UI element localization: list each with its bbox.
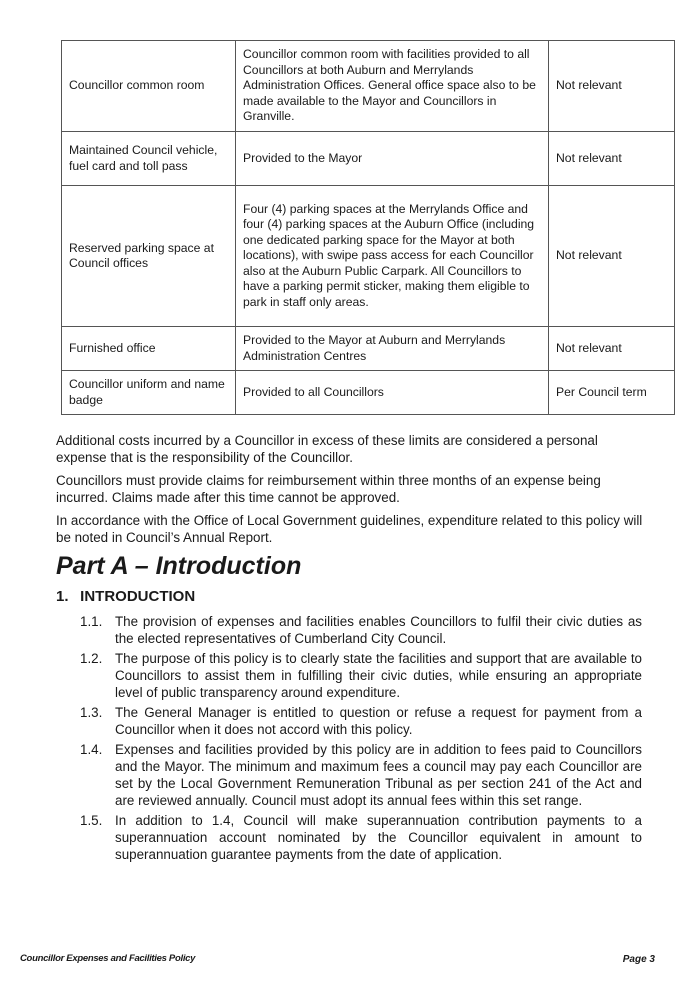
list-item-text: In addition to 1.4, Council will make superannuation contribution payments to a superannuation account nominated by the Councillor equivalent in amount to superannuation guarantee payments from the date of application. bbox=[115, 813, 642, 862]
limit-cell: Not relevant bbox=[549, 327, 675, 371]
description-cell: Councillor common room with facilities provided to all Councillors at both Auburn and Merrylands Administration Offices. General office space also to be made available to the Mayor and Councillors in Granville. bbox=[236, 41, 549, 132]
footer-title: Councillor Expenses and Facilities Policy bbox=[20, 953, 196, 964]
list-item bbox=[80, 613, 642, 647]
table-row bbox=[62, 327, 675, 371]
limit-cell: Per Council term bbox=[549, 371, 675, 415]
page-number: Page 3 bbox=[622, 954, 655, 965]
list-item-number: 1.5. bbox=[80, 813, 103, 828]
list-item-text: The provision of expenses and facilities enables Councillors to fulfil their civic duties as the elected representatives of Cumberland City Council. bbox=[115, 614, 642, 646]
facilities-table bbox=[61, 40, 675, 415]
paragraph: Additional costs incurred by a Councillor in excess of these limits are considered a personal expense that is the responsibility of the Councillor. bbox=[56, 433, 598, 465]
table-row bbox=[62, 41, 675, 132]
limit-cell: Not relevant bbox=[549, 132, 675, 186]
list-item-number: 1.2. bbox=[80, 651, 103, 666]
description-cell: Provided to the Mayor bbox=[236, 132, 549, 186]
part-heading: Part A – Introduction bbox=[56, 552, 302, 580]
description-cell: Provided to the Mayor at Auburn and Merrylands Administration Centres bbox=[236, 327, 549, 371]
section-heading bbox=[56, 587, 195, 607]
facility-cell: Councillor common room bbox=[62, 41, 236, 132]
table-row bbox=[62, 371, 675, 415]
facility-cell: Furnished office bbox=[62, 327, 236, 371]
facility-cell: Maintained Council vehicle, fuel card and toll pass bbox=[62, 132, 236, 186]
paragraph: Councillors must provide claims for reimbursement within three months of an expense being incurred. Claims made after this time cannot be approved. bbox=[56, 473, 601, 505]
list-item-text: The General Manager is entitled to question or refuse a request for payment from a Councillor when it does not accord with this policy. bbox=[115, 705, 642, 737]
description-cell: Four (4) parking spaces at the Merrylands Office and four (4) parking spaces at the Auburn Office (including one dedicated parking space for the Mayor at both locations), with swipe pass access for each Councillor also at the Auburn Public Carpark. All Councillors to have a parking permit sticker, making them eligible to park in staff only areas. bbox=[236, 186, 549, 327]
list-item bbox=[80, 812, 642, 863]
list-item bbox=[80, 741, 642, 809]
table-row bbox=[62, 132, 675, 186]
section-number: 1. bbox=[56, 588, 69, 605]
numbered-list bbox=[80, 613, 642, 866]
facility-cell: Reserved parking space at Council offices bbox=[62, 186, 236, 327]
list-item-text: Expenses and facilities provided by this policy are in addition to fees paid to Councillors and the Mayor. The minimum and maximum fees a council may pay each Councillor are set by the Local Government Remuneration Tribunal as per section 241 of the Act and are reviewed annually. Council must adopt its annual fees within this set range. bbox=[115, 742, 642, 808]
list-item-number: 1.3. bbox=[80, 705, 103, 720]
list-item-text: The purpose of this policy is to clearly state the facilities and support that are available to Councillors to assist them in fulfilling their civic duties, while ensuring an appropriate level of public transparency around expenditure. bbox=[115, 651, 642, 700]
section-title: INTRODUCTION bbox=[80, 588, 196, 605]
list-item-number: 1.4. bbox=[80, 742, 103, 757]
list-item-number: 1.1. bbox=[80, 614, 103, 629]
limit-cell: Not relevant bbox=[549, 186, 675, 327]
list-item bbox=[80, 704, 642, 738]
list-item bbox=[80, 650, 642, 701]
table-row bbox=[62, 186, 675, 327]
paragraph: In accordance with the Office of Local Government guidelines, expenditure related to this policy will be noted in Council’s Annual Report. bbox=[56, 513, 643, 545]
limit-cell: Not relevant bbox=[549, 41, 675, 132]
description-cell: Provided to all Councillors bbox=[236, 371, 549, 415]
facility-cell: Councillor uniform and name badge bbox=[62, 371, 236, 415]
